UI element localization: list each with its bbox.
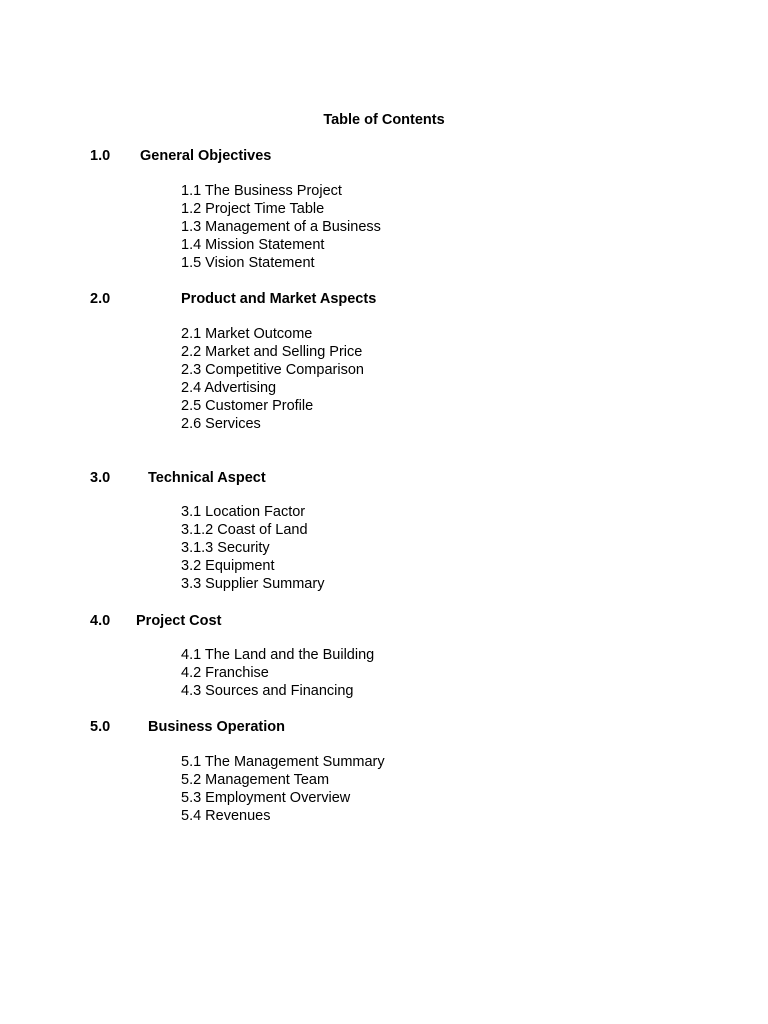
toc-item: 5.2 Management Team: [181, 771, 330, 788]
toc-item: 4.2 Franchise: [181, 664, 269, 681]
toc-item: 4.3 Sources and Financing: [181, 682, 354, 699]
toc-item: 1.2 Project Time Table: [181, 200, 325, 217]
toc-item: 1.4 Mission Statement: [181, 236, 325, 253]
section-number: 1.0: [90, 148, 111, 164]
section-title: Product and Market Aspects: [181, 291, 377, 307]
toc-item: 5.4 Revenues: [181, 807, 271, 824]
toc-item: 1.1 The Business Project: [181, 183, 342, 199]
section-number: 5.0: [90, 719, 111, 735]
toc-item: 2.6 Services: [181, 415, 261, 432]
section-number: 2.0: [90, 291, 111, 307]
toc-item: 3.1.3 Security: [181, 539, 270, 556]
toc-item: 4.1 The Land and the Building: [181, 647, 375, 663]
section-number: 3.0: [90, 470, 111, 486]
toc-item: 2.4 Advertising: [181, 379, 277, 396]
section-title: Technical Aspect: [148, 470, 266, 486]
section-title: General Objectives: [140, 148, 272, 164]
section-items-4: [181, 647, 374, 701]
toc-item: 3.1.2 Coast of Land: [181, 521, 308, 538]
toc-item: 3.1 Location Factor: [181, 504, 306, 520]
section-items-1: [181, 183, 381, 273]
toc-item: 1.5 Vision Statement: [181, 254, 315, 271]
toc-item: 2.3 Competitive Comparison: [181, 361, 364, 378]
toc-item: 2.2 Market and Selling Price: [181, 343, 363, 360]
section-items-2: [181, 326, 364, 433]
section-items-5: [181, 754, 385, 826]
toc-title: Table of Contents: [323, 112, 445, 128]
toc-item: 1.3 Management of a Business: [181, 218, 381, 235]
section-title: Business Operation: [148, 719, 285, 735]
section-title: Project Cost: [136, 613, 222, 629]
toc-item: 3.2 Equipment: [181, 557, 275, 574]
section-number: 4.0: [90, 613, 111, 629]
toc-item: 5.1 The Management Summary: [181, 754, 385, 770]
toc-item: 2.5 Customer Profile: [181, 397, 314, 414]
toc-item: 5.3 Employment Overview: [181, 789, 351, 806]
section-items-3: [181, 504, 324, 594]
toc-item: 3.3 Supplier Summary: [181, 575, 325, 592]
toc-item: 2.1 Market Outcome: [181, 326, 313, 342]
